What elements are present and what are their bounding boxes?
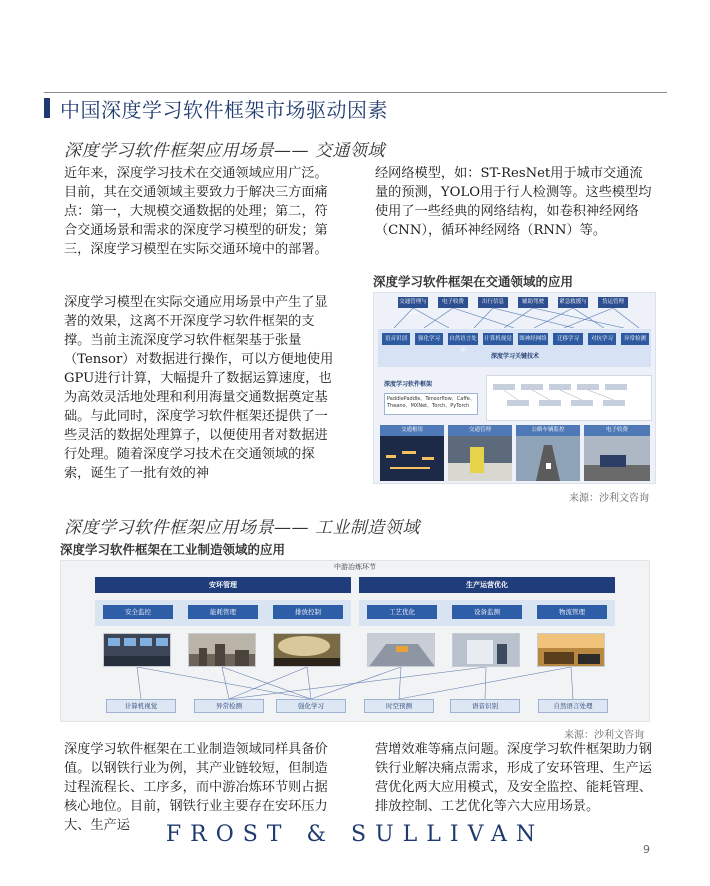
framework-list: PaddlePaddle、Tensorflow、Caffe、Theano、MXNet、Torch、PyTorch [384,393,478,415]
tag-assisted-driving: 辅助驾驶 [518,297,548,308]
manufacturing-paragraph-right: 营增效难等痛点问题。深度学习软件框架助力钢铁行业解决痛点需求，形成了安环管理、生产运营优化两大应用模式，及安全监控、能耗管理、排放控制、工艺优化等六大应用场景。 [375,742,652,814]
photo-traffic-management [448,425,512,481]
transport-paragraph-2: 深度学习模型在实际交通应用场景中产生了显著的效果，这离不开深度学习软件框架的支撑。当前主流深度学习软件框架基于张量（Tensor）对数据进行操作，可以方便地使用GPU进行计算，大幅提升了数据运算速度，也为高效灵活地处理和利用海量交通数据奠定基础。与此同时，深度学习软件框架还提供了一些灵活的数据处理算子，以便使用者对数据进行处理。随着深度学习技术在交通领域的探索，诞生了一批有效的神 [64,295,334,481]
bottom-speech: 语音识别 [450,699,520,713]
page-number: 9 [643,843,650,856]
chip-cv: 计算机视觉 [483,333,513,345]
chip-anomaly: 异常检测 [621,333,649,345]
bottom-cv: 计算机视觉 [106,699,176,713]
chip-gnn: 图神经网络 [518,333,548,345]
sub-emission: 排放控制 [273,605,343,619]
photo-transport-hub [380,425,444,481]
chip-rl: 强化学习 [415,333,443,345]
tag-traffic-planning: 交通管理与规划 [399,299,427,316]
bottom-anomaly: 异常检测 [194,699,264,713]
chip-transfer: 迁移学习 [553,333,583,345]
photo-control-room [103,633,171,667]
section-title-transport: 深度学习软件框架应用场景—— 交通领域 [64,141,385,161]
sub-energy: 能耗管理 [188,605,258,619]
transport-paragraph-3: 经网络模型，如：ST-ResNet用于城市交通流量的预测，YOLO用于行人检测等。这些模型均使用了一些经典的网络结构，如卷积神经网络（CNN），循环神经网络（RNN）等。 [375,166,652,238]
header-rule [44,92,667,93]
tag-freight: 货运管理 [598,297,628,308]
framework-label: 深度学习软件框架 [384,381,433,388]
photo-plant [188,633,256,667]
transport-paragraph-1: 近年来，深度学习技术在交通领域应用广泛。目前，其在交通领域主要致力于解决三方面痛点：第一，大规模交通数据的处理；第二，符合交通场景和需求的深度学习模型的研发；第三，深度学习模型在实际交通环境中的部署。 [64,166,328,257]
photo-caption: 公路车辆监控 [516,425,580,436]
manufacturing-paragraph-left: 深度学习软件框架在工业制造领域同样具备价值。以钢铁行业为例，其产业链较短，但制造过程流程长、工序多，而中游冶炼环节则占据核心地位。目前，钢铁行业主要存在安环压力大、生产运 [64,742,328,833]
photo-logistics [537,633,605,667]
chip-adversarial: 对抗学习 [588,333,616,345]
bottom-rl: 强化学习 [276,699,346,713]
page-title: 中国深度学习软件框架市场驱动因素 [60,98,388,122]
photo-road-monitoring [516,425,580,481]
photo-etc [584,425,650,481]
tech-label: 深度学习关键技术 [491,353,540,360]
manufacturing-source: 来源：沙利文咨询 [564,730,644,741]
head-ops-optimization: 生产运营优化 [359,577,615,593]
photo-caption: 电子收费 [584,425,650,436]
transport-figure-title: 深度学习软件框架在交通领域的应用 [373,274,574,289]
sub-logistics: 物流管理 [537,605,607,619]
bottom-nlp: 自然语言处理 [538,699,608,713]
photo-conveyor [367,633,435,667]
photo-smoke [273,633,341,667]
manufacturing-figure-title: 深度学习软件框架在工业制造领域的应用 [60,542,286,557]
chip-nlp: 自然语言处理 [448,333,478,345]
sub-process: 工艺优化 [367,605,437,619]
tag-emergency: 紧急救援与安全 [559,299,587,316]
manufacturing-connector-lines [61,667,651,699]
head-env-safety: 安环管理 [95,577,351,593]
tag-travel-info: 出行信息 [478,297,508,308]
framework-diagram [486,375,652,421]
photo-caption: 交通枢纽 [380,425,444,436]
photo-equipment [452,633,520,667]
tag-etc: 电子收费 [438,297,468,308]
frost-sullivan-logo: FROST & SULLIVAN [165,822,545,847]
bottom-spatiotemporal: 时空预测 [364,699,434,713]
midstream-label: 中游冶炼环节 [334,563,376,571]
photo-caption: 交通管理 [448,425,512,436]
sub-safety-monitor: 安全监控 [103,605,173,619]
transport-source: 来源：沙利文咨询 [569,493,649,504]
sub-equipment: 设备监测 [452,605,522,619]
manufacturing-figure [60,560,650,722]
transport-figure [373,292,656,484]
transport-connector-lines [374,308,657,328]
chip-speech: 语音识别 [382,333,410,345]
section-title-manufacturing: 深度学习软件框架应用场景—— 工业制造领域 [64,518,420,538]
title-accent-bar [44,98,50,118]
